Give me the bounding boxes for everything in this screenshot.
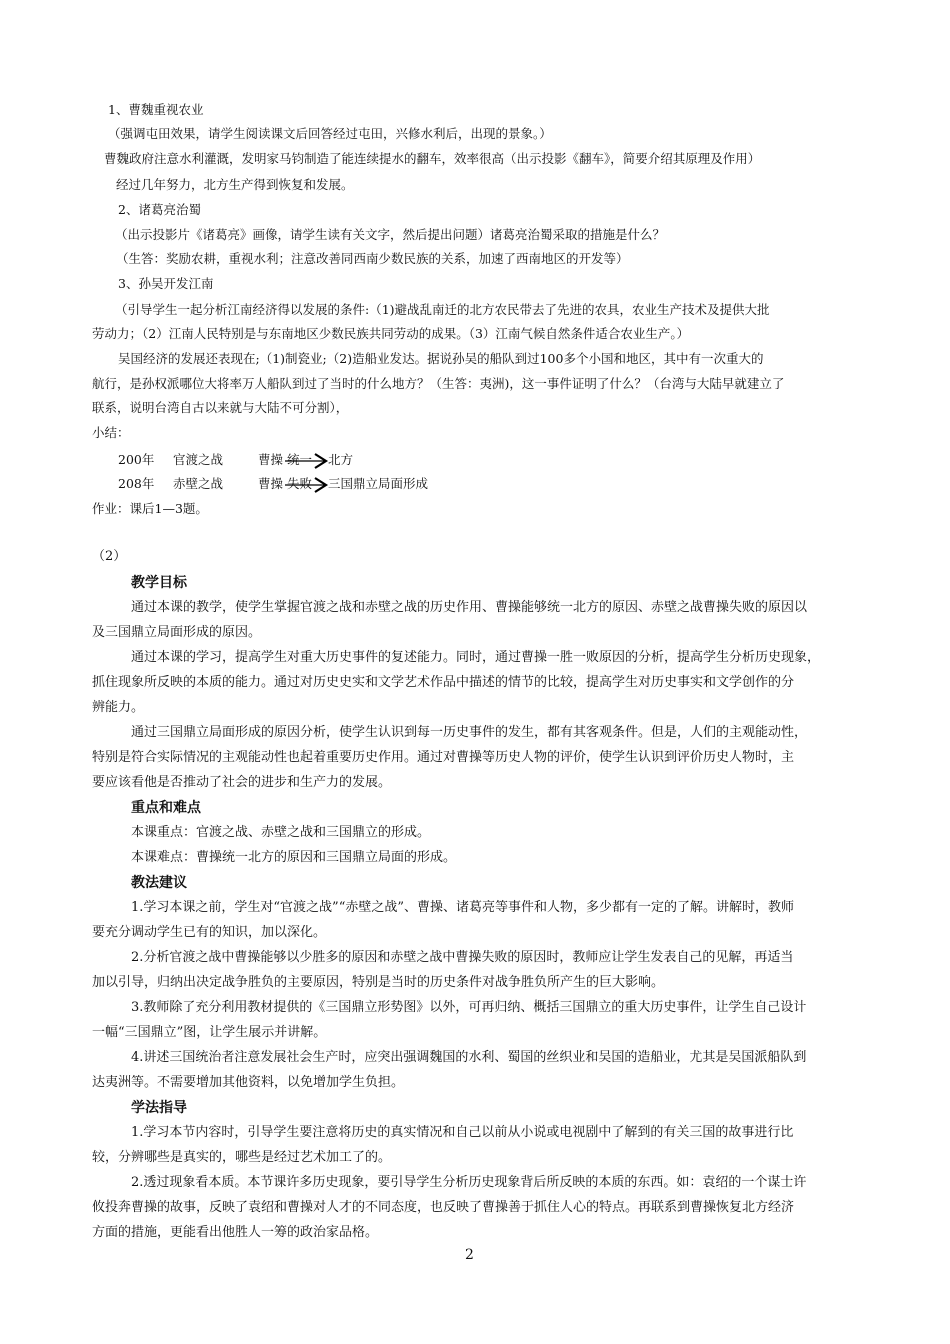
text-line: 劳动力；（2）江南人民特别是与东南地区少数民族共同劳动的成果。（3）江南气候自然条件适合农业生产。） (92, 326, 690, 341)
text-line: 方面的措施，更能看出他胜人一筹的政治家品格。 (92, 1225, 379, 1240)
heading-teaching-methods: 教法建议 (131, 875, 187, 891)
text-line: 3.教师除了充分利用教材提供的《三国鼎立形势图》以外，可再归纳、概括三国鼎立的重大历史事件，让学生自己设计 (131, 1000, 807, 1015)
text-line: （引导学生一起分析江南经济得以发展的条件:（1)避战乱南迁的北方农民带去了先进的农具，农业生产技术及提供大批 (115, 302, 770, 317)
arrow-icon (285, 453, 329, 469)
text-line: 1.学习本课之前，学生对“官渡之战”“赤壁之战”、曹操、诸葛亮等事件和人物，多少都有一定的了解。讲解时，教师 (131, 900, 794, 915)
summary-result: 北方 (328, 452, 354, 467)
text-line: 及三国鼎立局面形成的原因。 (92, 625, 262, 640)
summary-label: 小结： (92, 425, 130, 440)
heading-study-guidance: 学法指导 (131, 1100, 187, 1116)
summary-result: 三国鼎立局面形成 (328, 476, 429, 491)
text-line: 抓住现象所反映的本质的能力。通过对历史史实和文学艺术作品中描述的情节的比较，提高学生对历史事实和文学创作的分 (92, 675, 795, 690)
section-label: （2） (92, 549, 127, 564)
summary-action: 统一 (287, 451, 312, 469)
text-line: 达夷洲等。不需要增加其他资料，以免增加学生负担。 (92, 1075, 405, 1090)
text-line: 一幅“三国鼎立”图，让学生展示并讲解。 (92, 1025, 327, 1040)
text-line: 辨能力。 (92, 700, 145, 715)
summary-battle: 官渡之战 (173, 452, 224, 467)
text-line: 较，分辨哪些是真实的，哪些是经过艺术加工了的。 (92, 1150, 392, 1165)
text-line: 攸投奔曹操的故事，反映了袁绍和曹操对人才的不同态度，也反映了曹操善于抓住人心的特点。再联系到曹操恢复北方经济 (92, 1200, 795, 1215)
text-line: 要充分调动学生已有的知识，加以深化。 (92, 925, 327, 940)
text-line: （强调屯田效果，请学生阅读课文后回答经过屯田，兴修水利后，出现的景象。） (108, 126, 552, 141)
homework: 作业：课后1—3题。 (92, 501, 208, 516)
page-number: 2 (465, 1247, 474, 1263)
arrow-icon (285, 477, 329, 493)
heading-teaching-goals: 教学目标 (131, 575, 187, 591)
text-line: 通过本课的教学，使学生掌握官渡之战和赤壁之战的历史作用、曹操能够统一北方的原因、赤壁之战曹操失败的原因以 (131, 600, 808, 615)
heading-key-points: 重点和难点 (131, 800, 201, 816)
text-line: （出示投影片《诸葛亮》画像，请学生读有关文字，然后提出问题）诸葛亮治蜀采取的措施是什么？ (115, 227, 666, 242)
summary-year: 208年 (118, 476, 155, 491)
text-line: 1.学习本节内容时，引导学生要注意将历史的真实情况和自己以前从小说或电视剧中了解到的有关三国的故事进行比 (131, 1125, 794, 1140)
heading-caowei-agriculture: 1、曹魏重视农业 (108, 102, 204, 117)
text-line: 4.讲述三国统治者注意发展社会生产时，应突出强调魏国的水利、蜀国的丝织业和吴国的造船业，尤其是吴国派船队到 (131, 1050, 807, 1065)
text-line: 经过几年努力，北方生产得到恢复和发展。 (116, 177, 354, 192)
text-line: （生答：奖励农耕，重视水利；注意改善同西南少数民族的关系，加速了西南地区的开发等） (116, 251, 629, 266)
text-line: 航行，是孙权派哪位大将率万人船队到过了当时的什么地方？（生答：夷洲)，这一事件证明了什么？（台湾与大陆早就建立了 (92, 376, 785, 391)
summary-action: 失败 (287, 475, 312, 493)
heading-sunwu-jiangnan: 3、孙吴开发江南 (118, 276, 214, 291)
summary-person: 曹操 (258, 476, 284, 491)
summary-person: 曹操 (258, 452, 284, 467)
text-line: 联系，说明台湾自古以来就与大陆不可分割）， (92, 400, 349, 415)
summary-battle: 赤壁之战 (173, 476, 224, 491)
text-line: 特别是符合实际情况的主观能动性也起着重要历史作用。通过对曹操等历史人物的评价，使学生认识到评价历史人物时，主 (92, 750, 795, 765)
text-line: 加以引导，归纳出决定战争胜负的主要原因，特别是当时的历史条件对战争胜负所产生的巨大影响。 (92, 975, 665, 990)
text-line: 本课难点：曹操统一北方的原因和三国鼎立局面的形成。 (131, 850, 457, 865)
text-line: 曹魏政府注意水利灌溉，发明家马钧制造了能连续提水的翻车，效率很高（出示投影《翻车》，简要介绍其原理及作用） (104, 151, 761, 166)
text-line: 2.透过现象看本质。本节课许多历史现象，要引导学生分析历史现象背后所反映的本质的东西。如：袁绍的一个谋士许 (131, 1175, 807, 1190)
heading-zhuge-liang: 2、诸葛亮治蜀 (118, 202, 201, 217)
text-line: 2.分析官渡之战中曹操能够以少胜多的原因和赤壁之战中曹操失败的原因时，教师应让学生发表自己的见解，再适当 (131, 950, 794, 965)
text-line: 通过本课的学习，提高学生对重大历史事件的复述能力。同时，通过曹操一胜一败原因的分析，提高学生分析历史现象， (131, 650, 821, 665)
text-line: 通过三国鼎立局面形成的原因分析，使学生认识到每一历史事件的发生，都有其客观条件。但是，人们的主观能动性， (131, 725, 808, 740)
summary-year: 200年 (118, 452, 155, 467)
text-line: 吴国经济的发展还表现在;（1)制瓷业;（2)造船业发达。据说孙吴的船队到过100多个小国和地区，其中有一次重大的 (118, 351, 764, 366)
text-line: 本课重点：官渡之战、赤壁之战和三国鼎立的形成。 (131, 825, 431, 840)
text-line: 要应该看他是否推动了社会的进步和生产力的发展。 (92, 775, 392, 790)
